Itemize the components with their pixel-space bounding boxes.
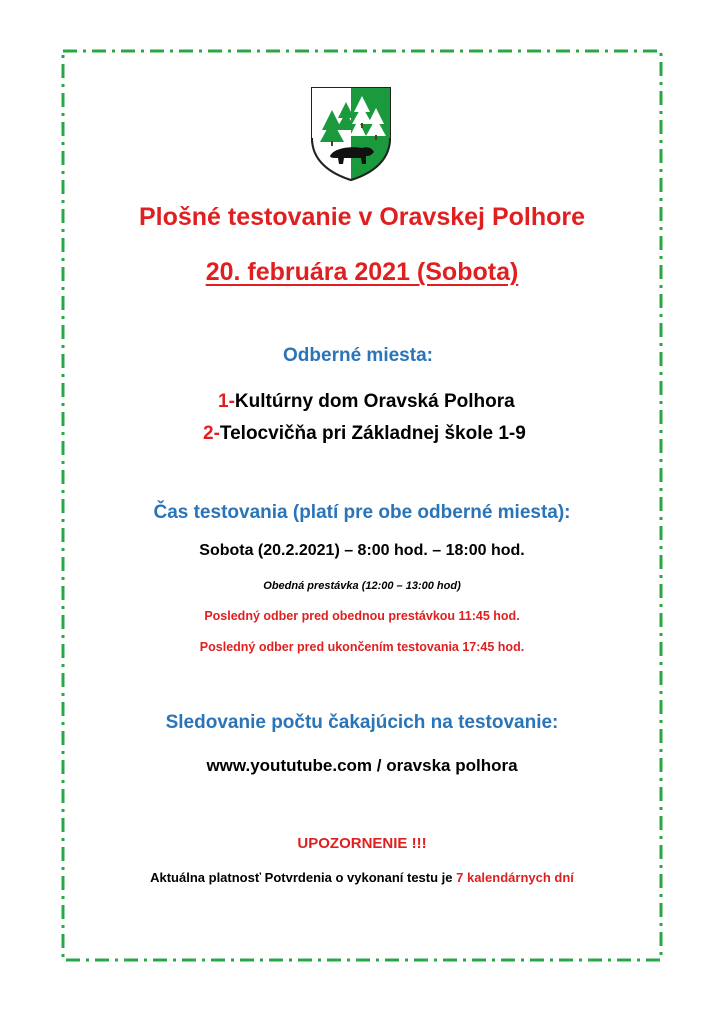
site-item-2 [203, 423, 526, 445]
queue-url: www.yoututube.com / oravska polhora [206, 756, 518, 775]
site-number: 1- [218, 391, 235, 412]
site-label: Telocvičňa pri Základnej škole 1-9 [219, 423, 526, 444]
warning-text [0, 870, 724, 885]
last-before-lunch: Posledný odber pred obednou prestávkou 11:45 hod. [204, 609, 520, 623]
queue-heading: Sledovanie počtu čakajúcich na testovanie: [165, 712, 559, 733]
schedule-time: Sobota (20.2.2021) – 8:00 hod. – 18:00 hod. [199, 542, 525, 559]
warning-text-prefix: Aktuálna platnosť Potvrdenia o vykonaní testu je [150, 870, 457, 885]
event-date: 20. februára 2021 (Sobota) [205, 258, 519, 286]
last-before-end: Posledný odber pred ukončením testovania 17:45 hod. [199, 640, 525, 654]
validity-period: 7 kalendárnych dní [456, 870, 574, 885]
site-number: 2- [203, 423, 220, 444]
coat-of-arms-icon [310, 86, 392, 182]
site-item-1 [218, 391, 515, 413]
sites-heading: Odberné miesta: [283, 345, 433, 366]
lunch-break: Obedná prestávka (12:00 – 13:00 hod) [263, 580, 461, 592]
page-title: Plošné testovanie v Oravskej Polhore [138, 203, 586, 231]
site-label: Kultúrny dom Oravská Polhora [234, 391, 515, 412]
schedule-heading: Čas testovania (platí pre obe odberné miesta): [153, 502, 571, 523]
warning-heading: UPOZORNENIE !!! [297, 835, 427, 852]
